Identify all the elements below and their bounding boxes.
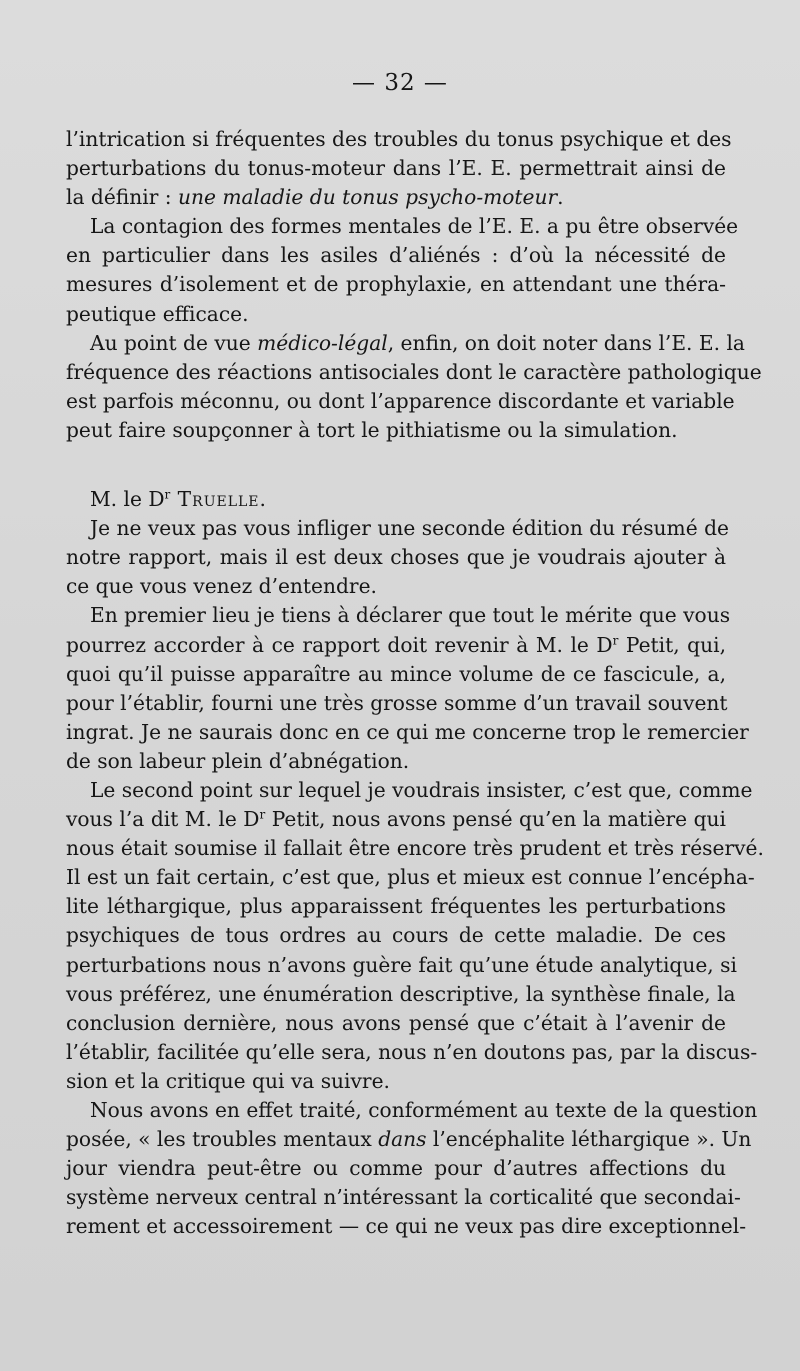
text-line: La contagion des formes mentales de l’E. E. a pu être observée [90,214,739,239]
text-span: l’encéphalite léthargique ». Un [426,1127,752,1152]
text-line: peutique efficace. [66,301,249,326]
paragraph [66,1096,758,1241]
text-span: la définir : [66,185,178,210]
text-line: ingrat. Je ne saurais donc en ce qui me concerne trop le remercier [66,719,749,744]
text-line [66,1125,752,1154]
text-line: En premier lieu je tiens à déclarer que tout le mérite que vous [90,603,731,628]
text-line: pour l’établir, fourni une très grosse somme d’un travail souvent [66,690,728,715]
text-line: Je ne veux pas vous infliger une seconde édition du résumé de [90,516,729,541]
body-text [66,125,764,1241]
text-span: pourrez accorder à ce rapport doit revenir à M. le D [66,632,613,657]
text-line: Il est un fait certain, c’est que, plus et mieux est connue l’encépha- [66,865,755,890]
text-line: vous préférez, une énumération descriptive, la synthèse finale, la [66,981,736,1006]
text-line: psychiques de tous ordres au cours de cette maladie. De ces [66,923,726,948]
superscript: r [164,487,171,502]
text-line: notre rapport, mais il est deux choses que je voudrais ajouter à [66,545,726,570]
text-span: Au point de vue [90,330,258,355]
text-span: vous l’a dit M. le D [66,807,260,832]
speaker-heading [66,485,726,514]
text-line: en particulier dans les asiles d’aliénés : d’où la nécessité de [66,243,726,268]
text-span: Petit, qui, [618,632,726,657]
speaker-prefix: M. le D [90,487,165,512]
text-line: l’établir, facilitée qu’elle sera, nous n’en doutons pas, par la discus- [66,1039,758,1064]
text-span: , enfin, on doit noter dans l’E. E. la [387,330,745,355]
italic-text: une maladie du tonus psycho-moteur [178,185,558,210]
text-span: Petit, nous avons pensé qu’en la matière qui [265,807,726,832]
paragraph [66,514,729,601]
text-line: mesures d’isolement et de prophylaxie, en attendant une théra- [66,272,726,297]
text-line [66,805,726,834]
italic-text: médico-légal [257,330,388,355]
paragraph [66,329,762,445]
superscript: r [612,632,619,647]
page-number: — 32 — [352,70,448,96]
text-line: rement et accessoirement — ce qui ne veux pas dire exceptionnel- [66,1214,747,1239]
superscript: r [259,807,266,822]
text-line: lite léthargique, plus apparaissent fréquentes les perturbations [66,894,726,919]
text-line: Nous avons en effet traité, conformément au texte de la question [90,1098,758,1122]
text-line: nous était soumise il fallait être encore très prudent et très réservé. [66,836,764,861]
spacer [66,445,726,485]
text-line [66,183,726,212]
text-line: ce que vous venez d’entendre. [66,574,377,599]
text-line: quoi qu’il puisse apparaître au mince volume de ce fascicule, a, [66,661,726,686]
text-line: jour viendra peut-être ou comme pour d’autres affections du [66,1156,726,1181]
text-line: Le second point sur lequel je voudrais insister, c’est que, comme [90,777,753,802]
text-line: conclusion dernière, nous avons pensé que c’était à l’avenir de [66,1010,726,1035]
text-span: posée, « les troubles mentaux [66,1127,379,1152]
text-line [66,329,745,358]
italic-text: dans [378,1127,427,1152]
text-line: perturbations du tonus-moteur dans l’E. E. permettrait ainsi de [66,156,726,181]
paragraph [66,125,732,212]
text-line: est parfois méconnu, ou dont l’apparence discordante et variable [66,388,735,413]
speaker-name: Truelle. [170,487,267,512]
text-line: fréquence des réactions antisociales dont le caractère pathologique [66,359,762,384]
paragraph [66,776,764,1096]
text-line: peut faire soupçonner à tort le pithiatisme ou la simulation. [66,417,678,442]
text-line: perturbations nous n’avons guère fait qu’une étude analytique, si [66,952,737,977]
text-line: l’intrication si fréquentes des troubles du tonus psychique et des [66,127,732,151]
text-line: de son labeur plein d’abnégation. [66,748,410,773]
paragraph [66,212,739,328]
text-line: sion et la critique qui va suivre. [66,1068,390,1093]
text-line: système nerveux central n’intéressant la corticalité que secondai- [66,1185,741,1210]
text-span: . [557,185,564,210]
text-line [66,631,726,660]
paragraph [66,601,749,776]
